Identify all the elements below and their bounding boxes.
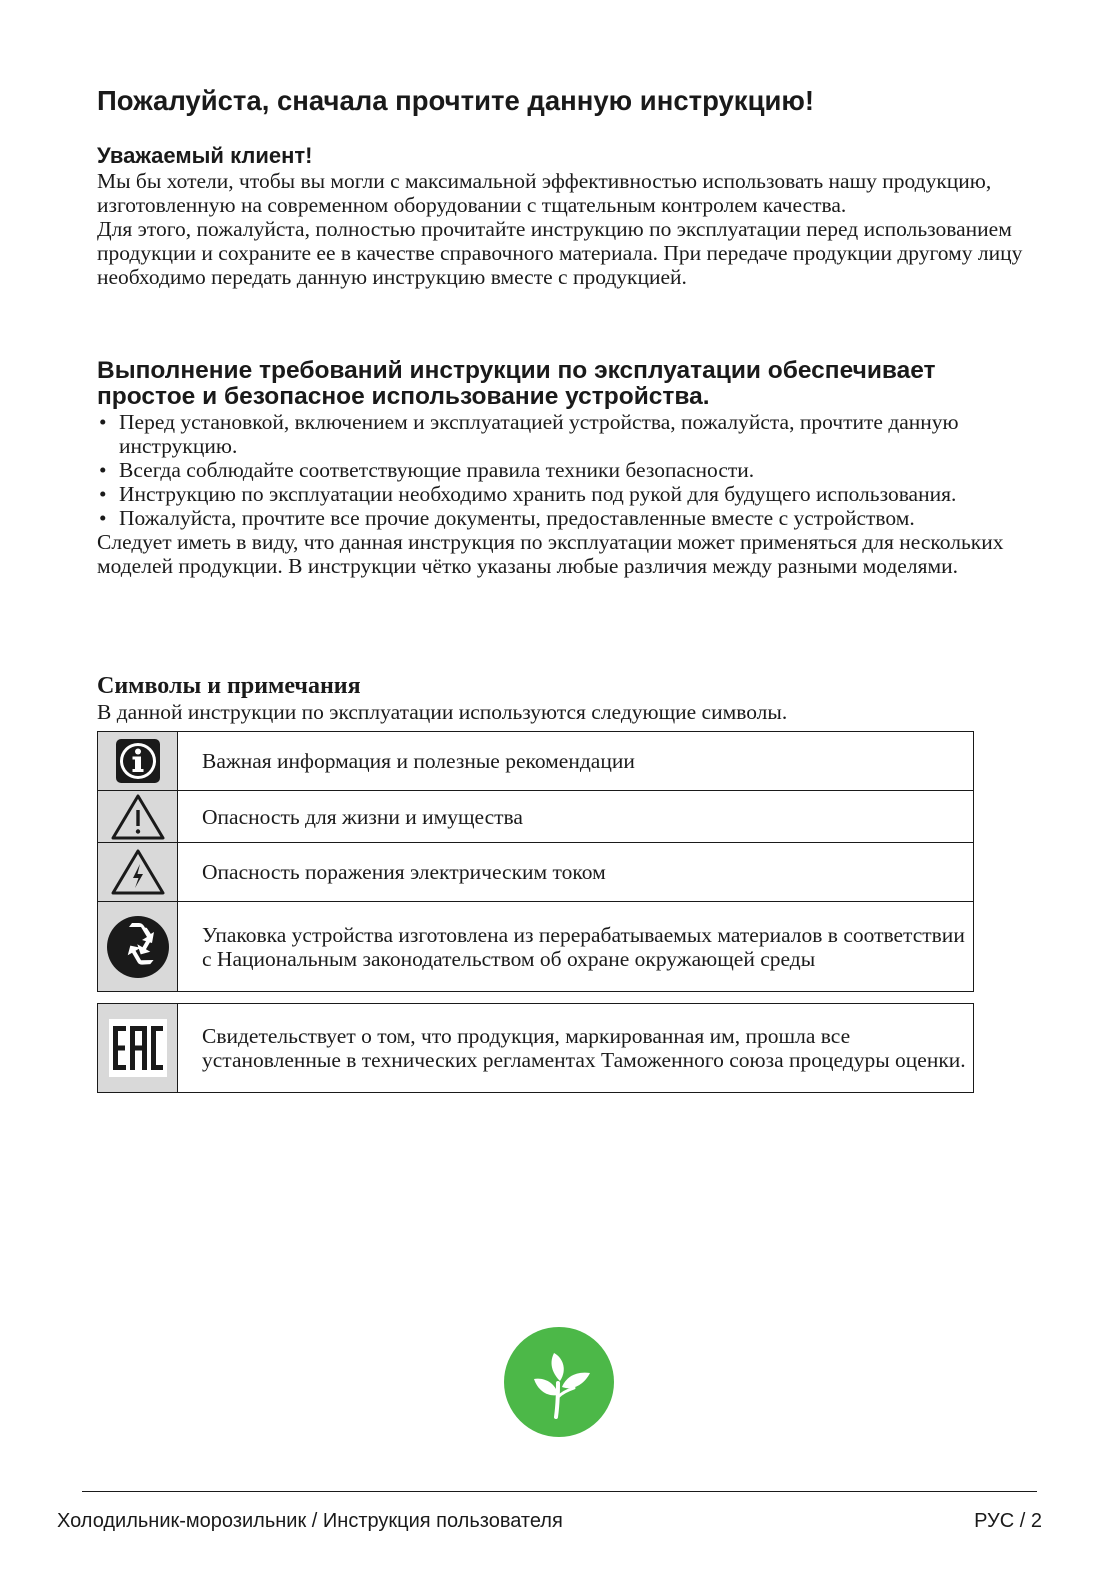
table-row [98, 732, 973, 791]
customer-heading: Уважаемый клиент! [97, 143, 313, 168]
table-row [98, 1004, 973, 1092]
list-item [97, 506, 1037, 530]
customer-paragraph: Мы бы хотели, чтобы вы могли с максимальной эффективностью использовать нашу продукцию, изготовленную на современном оборудовании с тщательным контролем качества. [97, 169, 992, 217]
symbols-section [97, 672, 1037, 724]
compliance-bullet-list [97, 410, 1037, 530]
symbol-description: Свидетельствует о том, что продукция, маркированная им, прошла все установленные в технических регламентах Таможенного союза процедуры оценки. [202, 1024, 966, 1072]
symbol-description: Важная информация и полезные рекомендации [202, 749, 635, 773]
compliance-heading: Выполнение требований инструкции по эксплуатации обеспечивает простое и безопасное использование устройства. [97, 357, 936, 410]
eac-table [97, 1003, 974, 1093]
compliance-note: Следует иметь в виду, что данная инструкция по эксплуатации может применяться для нескольких моделей продукции. В инструкции чётко указаны любые различия между разными моделями. [97, 530, 1004, 578]
info-icon [98, 732, 178, 790]
recycle-icon [98, 902, 178, 991]
symbols-table [97, 731, 974, 992]
electric-shock-icon [98, 843, 178, 901]
table-row [98, 902, 973, 991]
list-item [97, 458, 1037, 482]
warning-icon [98, 791, 178, 842]
bullet-text: Перед установкой, включением и эксплуатацией устройства, пожалуйста, прочтите данную инструкцию. [119, 410, 959, 458]
eac-mark-icon [98, 1004, 178, 1092]
footer-document-title: Холодильник-морозильник / Инструкция пользователя [57, 1510, 563, 1532]
table-row [98, 791, 973, 843]
customer-section [97, 143, 1037, 289]
bullet-marker: • [99, 482, 107, 506]
bullet-text: Инструкцию по эксплуатации необходимо хранить под рукой для будущего использования. [119, 482, 957, 506]
footer-divider [82, 1491, 1037, 1492]
leaf-logo-icon [504, 1327, 614, 1437]
compliance-section [97, 358, 1037, 578]
bullet-text: Пожалуйста, прочтите все прочие документы, предоставленные вместе с устройством. [119, 506, 915, 530]
symbol-description: Упаковка устройства изготовлена из перерабатываемых материалов в соответствии с Национальным законодательством об охране окружающей среды [202, 922, 965, 971]
symbol-description: Опасность поражения электрическим током [202, 860, 606, 884]
page-title: Пожалуйста, сначала прочтите данную инструкцию! [97, 85, 815, 116]
bullet-marker: • [99, 506, 107, 530]
symbols-heading: Символы и примечания [97, 673, 361, 699]
bullet-marker: • [99, 410, 107, 434]
footer-page-number: РУС / 2 [974, 1510, 1042, 1532]
symbol-description: Опасность для жизни и имущества [202, 804, 523, 829]
table-row [98, 843, 973, 902]
bullet-text: Всегда соблюдайте соответствующие правила техники безопасности. [119, 458, 755, 482]
bullet-marker: • [99, 458, 107, 482]
list-item [97, 482, 1037, 506]
list-item [97, 410, 1037, 458]
symbols-intro: В данной инструкции по эксплуатации используются следующие символы. [97, 700, 788, 724]
customer-paragraph: Для этого, пожалуйста, полностью прочитайте инструкцию по эксплуатации перед использованием продукции и сохраните ее в качестве справочного материала. При передаче продукции другому лицу необходимо передать данную инструкцию вместе с продукцией. [97, 217, 1023, 289]
